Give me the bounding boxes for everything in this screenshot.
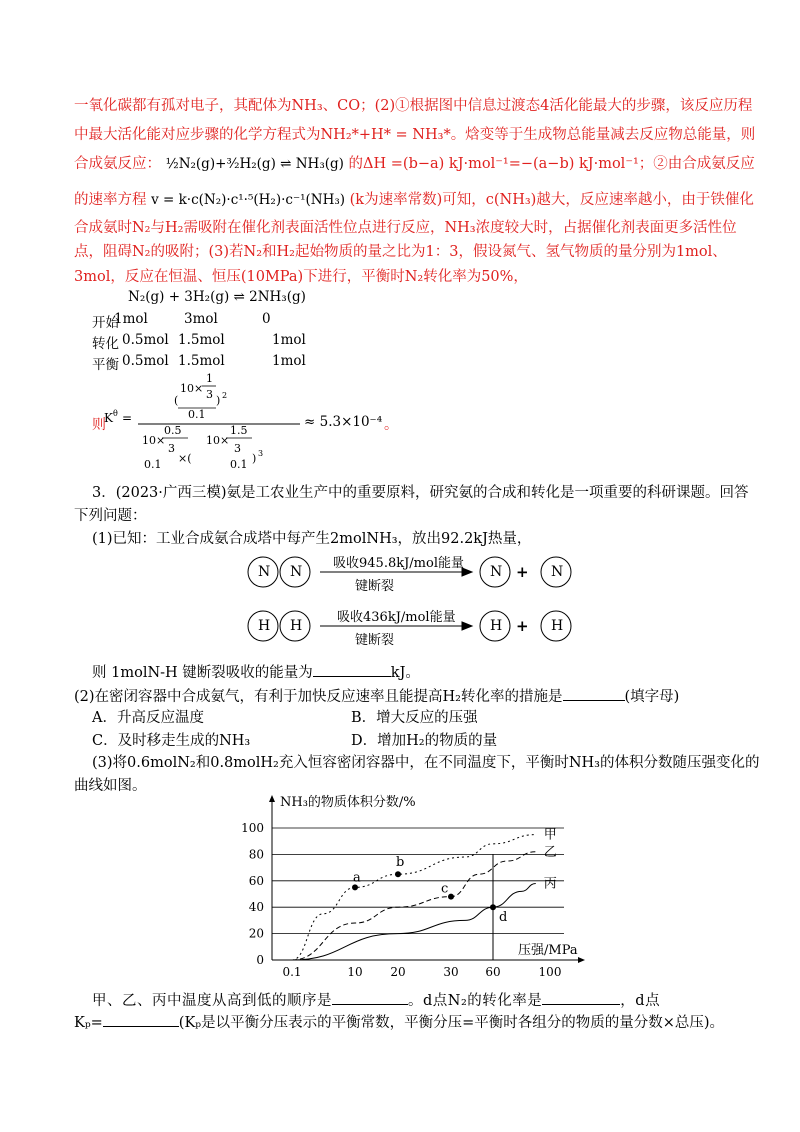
solution-line-1: 一氧化碳都有孤对电子，其配体为NH₃、CO；(2)①根据图中信息过渡态4活化能最大的步骤，该反应历程 <box>74 98 753 114</box>
solution-line-4a: 的速率方程 <box>74 192 147 208</box>
svg-text:×(: ×( <box>178 452 192 465</box>
svg-text:3: 3 <box>234 442 241 455</box>
plus-sign: + <box>516 617 529 635</box>
row-label: 平衡 <box>92 357 119 373</box>
svg-text:10×: 10× <box>206 434 230 447</box>
solution-line-4 <box>74 191 754 209</box>
answer-blank[interactable] <box>332 990 408 1005</box>
point-label: d <box>499 910 508 926</box>
option-c[interactable]: C．及时移走生成的NH₃ <box>92 733 251 749</box>
series-label: 甲 <box>543 827 557 843</box>
svg-text:0.1: 0.1 <box>230 458 248 471</box>
x-tick-label: 0.1 <box>282 965 302 979</box>
atom-label: N <box>490 564 503 580</box>
cell-nh3: 0 <box>262 311 271 327</box>
atom-label: N <box>551 564 564 580</box>
energy-label-h2: 吸收436kJ/mol能量 <box>337 610 456 625</box>
y-axis-label: NH₃的物质体积分数/% <box>280 795 416 810</box>
svg-text:2: 2 <box>222 391 228 400</box>
x-tick-label: 60 <box>485 965 501 979</box>
series-label: 丙 <box>543 876 557 892</box>
part-3-line-2: 曲线如图。 <box>74 778 147 794</box>
table-equation: N₂(g) + 3H₂(g) ⇌ 2NH₃(g) <box>128 289 306 305</box>
option-d[interactable]: D．增加H₂的物质的量 <box>351 733 498 749</box>
cell-nh3: 1mol <box>272 332 306 348</box>
svg-text:): ) <box>216 394 221 407</box>
part-1-question: 则 1molN-H 键断裂吸收的能量为 kJ。 <box>92 662 420 682</box>
answer-blank[interactable] <box>103 1012 179 1027</box>
plus-sign: + <box>516 563 529 581</box>
k-symbol: K <box>104 411 113 425</box>
energy-label-n2: 吸收945.8kJ/mol能量 <box>333 556 464 571</box>
equation-formation: ½N₂(g)+³⁄₂H₂(g) ⇌ NH₃(g) <box>165 156 344 172</box>
series-line-甲 <box>292 835 536 960</box>
final-question-1: 甲、乙、丙中温度从高到低的顺序是 。d点N₂的转化率是 ，d点 <box>92 990 660 1010</box>
k-result: ≈ 5.3×10⁻⁴ <box>304 414 383 430</box>
x-tick-label: 20 <box>390 965 406 979</box>
cell-n2: 0.5mol <box>122 332 169 348</box>
y-tick-label: 80 <box>248 847 264 862</box>
point-b <box>395 871 401 877</box>
svg-text:10×: 10× <box>142 434 166 447</box>
table-row <box>92 332 306 352</box>
solution-line-4b: (k为速率常数)可知，c(NH₃)越大，反应速率越小，由于铁催化 <box>349 192 754 208</box>
part-2-question: (2)在密闭容器中合成氨气，有利于加快反应速率且能提高H₂转化率的措施是 (填字母) <box>74 686 679 706</box>
svg-text:=: = <box>122 411 133 425</box>
cell-n2: 1mol <box>114 311 148 327</box>
y-axis-arrow <box>269 795 275 802</box>
x-tick-label: 10 <box>347 965 363 979</box>
cell-h2: 3mol <box>184 311 218 327</box>
point-c <box>448 894 454 900</box>
answer-blank[interactable] <box>313 662 391 677</box>
y-tick-label: 100 <box>241 821 264 835</box>
question-part-1: (1)已知：工业合成氨合成塔中每产生2molNH₃，放出92.2kJ热量， <box>92 531 532 547</box>
atom-label: N <box>290 564 303 580</box>
solution-line-3b: 的ΔH =(b−a) kJ·mol⁻¹=−(a−b) kJ·mol⁻¹；②由合成氨反应 <box>348 156 755 172</box>
bond-break-label-n2: 键断裂 <box>355 579 395 594</box>
svg-text:0.1: 0.1 <box>188 408 206 421</box>
nh3-fraction-chart <box>220 790 600 986</box>
point-label: a <box>353 870 361 886</box>
svg-text:1: 1 <box>206 372 213 385</box>
svg-text:): ) <box>252 452 257 465</box>
y-tick-label: 60 <box>248 873 264 888</box>
svg-text:0.1: 0.1 <box>144 458 162 471</box>
solution-line-5: 合成氨时N₂与H₂需吸附在催化剂表面活性位点进行反应，NH₃浓度较大时，占据催化剂表面更多活性位 <box>74 220 737 236</box>
x-tick-label: 100 <box>538 965 562 979</box>
atom-label: H <box>551 618 564 634</box>
option-b[interactable]: B．增大反应的压强 <box>351 710 478 726</box>
cell-nh3: 1mol <box>272 353 306 369</box>
question-stem-2: 下列问题： <box>74 508 147 524</box>
svg-text:10×: 10× <box>180 382 204 395</box>
y-tick-label: 40 <box>248 900 264 915</box>
svg-text:0.5: 0.5 <box>164 424 182 437</box>
atom-label: H <box>258 618 271 634</box>
final-question-2: Kₚ= (Kₚ是以平衡分压表示的平衡常数，平衡分压=平衡时各组分的物质的量分数×总压)。 <box>74 1012 724 1032</box>
k-end: 。 <box>384 417 398 433</box>
solution-line-6: 点，阻碍N₂的吸附；(3)若N₂和H₂起始物质的量之比为1：3，假设氮气、氢气物质的量分别为1mol、 <box>74 244 727 260</box>
atom-label: H <box>290 618 303 634</box>
cell-h2: 1.5mol <box>178 332 225 348</box>
part-3-line-1: (3)将0.6molN₂和0.8molH₂充入恒容密闭容器中，在不同温度下，平衡时NH₃的体积分数随压强变化的 <box>92 755 760 771</box>
row-label: 转化 <box>92 336 119 352</box>
point-d <box>490 904 496 910</box>
atom-label: N <box>258 564 271 580</box>
svg-text:(: ( <box>174 394 179 407</box>
series-label: 乙 <box>543 844 557 860</box>
atom-label: H <box>490 618 503 634</box>
cell-h2: 1.5mol <box>178 353 225 369</box>
bond-break-label-h2: 键断裂 <box>355 633 395 648</box>
svg-text:1.5: 1.5 <box>230 424 248 437</box>
point-label: c <box>441 881 449 897</box>
row-label: 开始 <box>92 315 119 331</box>
option-a[interactable]: A．升高反应温度 <box>92 710 204 726</box>
svg-text:θ: θ <box>113 409 118 418</box>
cell-n2: 0.5mol <box>122 353 169 369</box>
y-tick-label: 0 <box>256 953 264 967</box>
table-row <box>92 353 306 373</box>
solution-line-7: 3mol，反应在恒温、恒压(10MPa)下进行，平衡时N₂转化率为50%， <box>74 269 528 285</box>
x-axis-arrow <box>578 957 585 963</box>
answer-blank[interactable] <box>563 686 625 701</box>
rate-equation: v = k·c(N₂)·c¹·⁵(H₂)·c⁻¹(NH₃) <box>151 192 346 208</box>
k-prefix: 则 <box>92 417 106 433</box>
answer-blank[interactable] <box>542 990 620 1005</box>
y-tick-label: 20 <box>248 926 264 941</box>
solution-line-2: 中最大活化能对应步骤的化学方程式为NH₂*+H* = NH₃*。焓变等于生成物总能量减去反应物总能量，则 <box>74 127 756 143</box>
svg-text:3: 3 <box>168 442 175 455</box>
svg-text:3: 3 <box>206 388 213 401</box>
table-row <box>92 311 271 331</box>
x-tick-label: 30 <box>443 965 459 979</box>
solution-line-3a: 合成氨反应： <box>74 156 161 172</box>
question-stem-1: 3．(2023·广西三模)氨是工农业生产中的重要原料，研究氨的合成和转化是一项重要的科研课题。回答 <box>92 485 749 501</box>
solution-line-3 <box>74 155 755 173</box>
x-axis-label: 压强/MPa <box>518 943 578 958</box>
svg-text:3: 3 <box>258 449 264 458</box>
point-label: b <box>396 855 405 871</box>
